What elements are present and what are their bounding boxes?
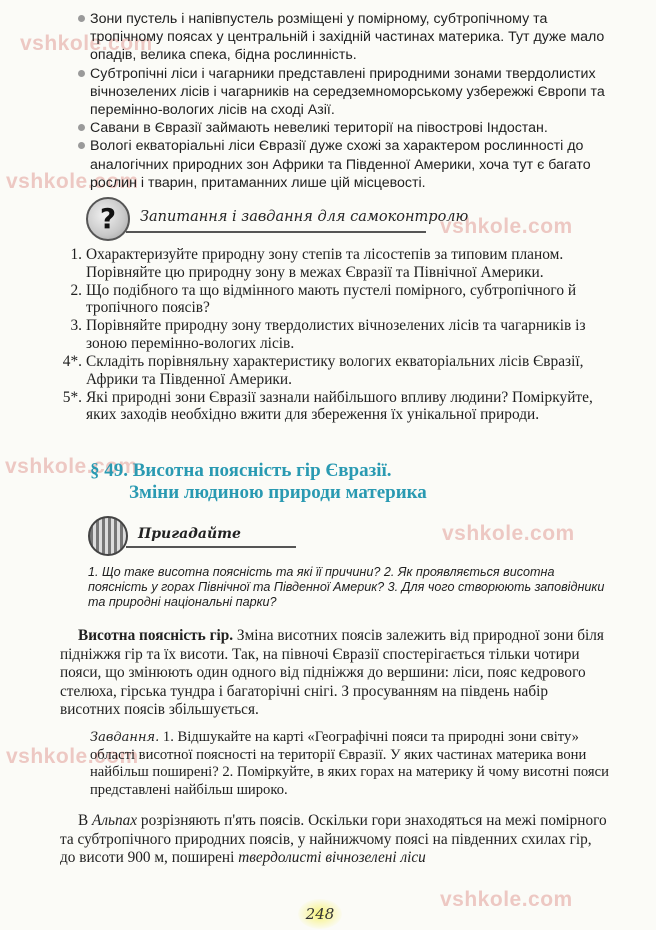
paragraph-italic-term: твердолисті вічнозелені ліси: [238, 849, 426, 867]
question-text: Що подібного та що відмінного мають пустелі помірного, субтропічного й тропічного поясів?: [86, 281, 577, 317]
question-number: 4*.: [62, 353, 82, 371]
question-item: [60, 246, 615, 281]
gear-icon: [88, 516, 128, 556]
question-item: [60, 353, 615, 388]
question-text: Які природні зони Євразії зазнали найбільшого впливу людини? Поміркуйте, яких заходів необхідно вжити для збереження їх унікальної природи.: [86, 388, 593, 424]
watermark: vshkole.com: [6, 170, 139, 193]
bullet-item: Субтропічні ліси і чагарники представлені природними зонами твердолистих вічнозелених лісів і чагарників на середземноморському узбережжі Європи та перемінно-вологих лісів на сході Азії.: [78, 65, 618, 120]
recall-header: [88, 516, 298, 558]
question-number: 5*.: [62, 388, 82, 406]
header-underline: [126, 546, 296, 548]
self-control-header: [86, 197, 469, 241]
self-control-title: Запитання і завдання для самоконтролю: [140, 209, 469, 225]
section-title-line1: § 49. Висотна поясність гір Євразії.: [90, 460, 392, 481]
task-block: [90, 729, 610, 799]
section-heading: [90, 460, 427, 504]
page-number: 248: [298, 899, 342, 929]
paragraph-alps: [60, 812, 610, 868]
question-text: Складіть порівняльну характеристику вологих екваторіальних лісів Євразії, Африки та Південної Америки.: [86, 353, 584, 388]
task-label: Завдання.: [90, 730, 160, 745]
section-title-line2: Зміни людиною природи материка: [129, 482, 427, 503]
paragraph-text: розрізняють п'ять поясів. Оскільки гори знаходяться на межі помірного та субтропічного природних поясів, у найнижчому поясі на південних схилах гір, до висоти 900 м, поширені: [60, 812, 607, 867]
paragraph-italic-term: Альпах: [92, 812, 138, 829]
watermark: vshkole.com: [440, 215, 573, 238]
watermark: vshkole.com: [5, 455, 138, 478]
recall-title: Пригадайте: [138, 526, 241, 542]
question-mark-icon: ?: [86, 197, 130, 241]
paragraph-text: В: [78, 812, 93, 829]
header-underline: [126, 231, 426, 233]
question-number: 3.: [70, 317, 82, 335]
watermark: vshkole.com: [20, 32, 153, 55]
question-number: 1.: [70, 246, 82, 263]
recall-text: 1. Що таке висотна поясність та які її причини? 2. Як проявляється висотна поясність у горах Північної та Південної Америк? 3. Для чого створюють заповідники та природні національні парки?: [88, 565, 605, 609]
task-text: 1. Відшукайте на карті «Географічні пояси та природні зони світу» області висотної поясності на території Євразії. У яких частинах материка вони найбільш поширені? 2. Поміркуйте, в яких горах на материку й чому висотні пояси представлені найбільш широко.: [90, 729, 609, 798]
question-item: [60, 282, 615, 317]
watermark: vshkole.com: [442, 522, 575, 545]
paragraph-lead: Висотна поясність гір.: [78, 627, 234, 644]
question-item: [60, 317, 615, 352]
question-number: 2.: [70, 281, 82, 299]
watermark: vshkole.com: [6, 745, 139, 768]
question-item: [60, 389, 615, 424]
question-text: Охарактеризуйте природну зону степів та лісостепів за типовим планом. Порівняйте цю природну зону в межах Євразії та Північної Америки.: [86, 246, 564, 281]
zone-bullet-list: [78, 10, 618, 192]
bullet-item: Савани в Євразії займають невеликі території на півострові Індостан.: [78, 119, 618, 137]
bullet-item: Вологі екваторіальні ліси Євразії дуже схожі за характером рослинності до аналогічних природних зон Африки та Південної Америки, хоча тут є багато рослин і тварин, притаманних лише цій місцевості.: [78, 137, 618, 192]
watermark: vshkole.com: [440, 888, 573, 911]
paragraph-altitude-zonation: [60, 627, 610, 720]
question-text: Порівняйте природну зону твердолистих вічнозелених лісів та чагарників із зоною перемінно-вологих лісів.: [86, 317, 586, 352]
bullet-item: Зони пустель і напівпустель розміщені у помірному, субтропічному та тропічному поясах у центральній і західній частинах материка. Тут дуже мало опадів, велика спека, бідна рослинність.: [78, 10, 618, 65]
paragraph-body: Зміна висотних поясів залежить від природної зони біля підніжжя гір та їх висоти. Так, на півночі Євразії спостерігається тільки чотири пояси, що змінюють один одного від підніжжя до вершини: ліси, пояс кедрового стелюха, гірська тундра і багаторічні снігі. З просуванням на південь набір висотних поясів збільшується.: [60, 627, 604, 719]
self-control-questions: [60, 246, 615, 424]
